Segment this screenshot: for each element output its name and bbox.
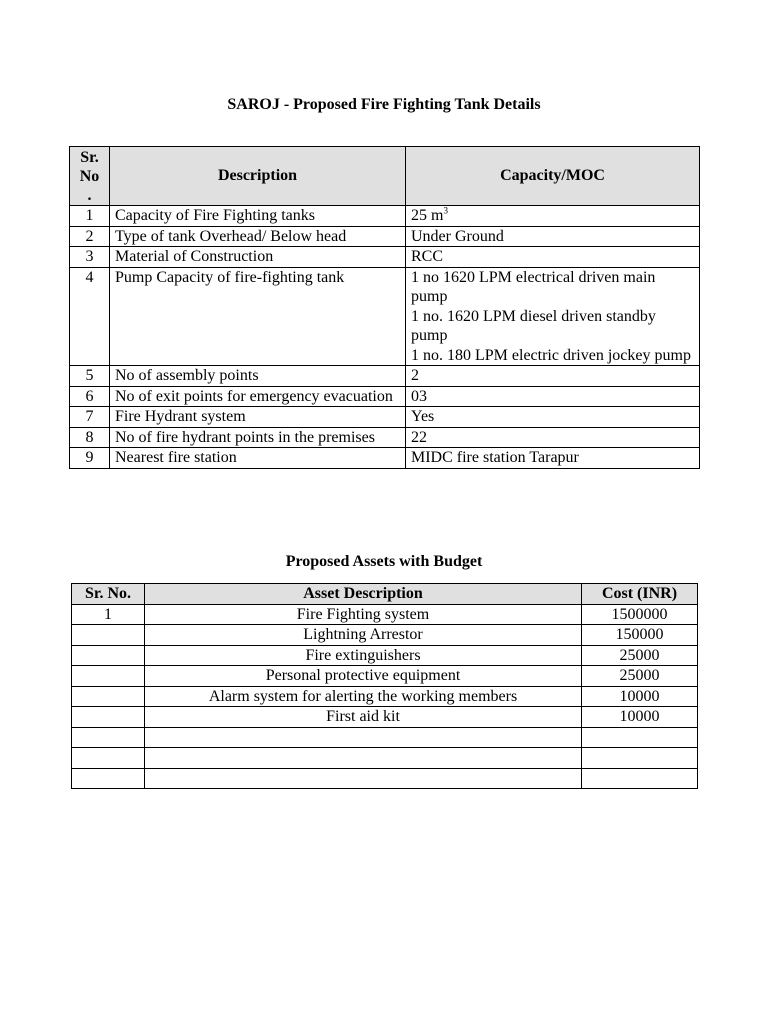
fire-tank-details-table	[69, 146, 700, 469]
table-row	[70, 226, 700, 247]
row-number	[72, 727, 145, 748]
assets-budget-table	[71, 583, 698, 789]
asset-description-header: Asset Description	[145, 584, 582, 605]
row-description: Type of tank Overhead/ Below head	[110, 226, 406, 247]
row-description: Nearest fire station	[110, 448, 406, 469]
table-row	[70, 386, 700, 407]
row-description: Material of Construction	[110, 247, 406, 268]
row-capacity: RCC	[406, 247, 700, 268]
row-cost: 150000	[582, 625, 698, 646]
row-asset: Fire Fighting system	[145, 604, 582, 625]
cost-header: Cost (INR)	[582, 584, 698, 605]
row-number: 8	[70, 427, 110, 448]
sr-no-header-line1: Sr.	[80, 148, 99, 166]
row-description: No of fire hydrant points in the premises	[110, 427, 406, 448]
row-cost: 25000	[582, 645, 698, 666]
row-cost	[582, 748, 698, 769]
table-row	[72, 686, 698, 707]
table-row	[70, 427, 700, 448]
capacity-unit-superscript: 3	[443, 205, 448, 216]
row-number: 9	[70, 448, 110, 469]
row-description: No of exit points for emergency evacuation	[110, 386, 406, 407]
capacity-value: 25 m	[411, 207, 444, 224]
table-header-row	[70, 147, 700, 206]
table-row	[70, 407, 700, 428]
table-row	[72, 604, 698, 625]
capacity-header: Capacity/MOC	[406, 147, 700, 206]
row-description: Fire Hydrant system	[110, 407, 406, 428]
row-capacity: 2	[406, 366, 700, 387]
description-header: Description	[110, 147, 406, 206]
sr-no-header-line2: No	[79, 167, 100, 185]
row-cost	[582, 727, 698, 748]
row-number: 1	[70, 206, 110, 227]
row-number: 6	[70, 386, 110, 407]
sr-no-header	[70, 147, 110, 206]
row-capacity: 03	[406, 386, 700, 407]
row-number: 7	[70, 407, 110, 428]
row-number	[72, 768, 145, 789]
row-cost	[582, 768, 698, 789]
sr-no-header-line3: .	[87, 186, 92, 204]
table-row	[72, 645, 698, 666]
page-title: SAROJ - Proposed Fire Fighting Tank Details	[227, 96, 541, 113]
row-capacity	[406, 206, 700, 227]
table-row	[72, 748, 698, 769]
row-asset: Personal protective equipment	[145, 666, 582, 687]
row-description: Capacity of Fire Fighting tanks	[110, 206, 406, 227]
table-row	[72, 625, 698, 646]
row-cost: 25000	[582, 666, 698, 687]
row-number: 3	[70, 247, 110, 268]
table-row	[72, 666, 698, 687]
row-number	[72, 645, 145, 666]
sr-no-header: Sr. No.	[72, 584, 145, 605]
row-cost: 10000	[582, 686, 698, 707]
table-row	[70, 247, 700, 268]
pump-line: 1 no 1620 LPM electrical driven main pump	[411, 268, 656, 305]
row-asset	[145, 727, 582, 748]
row-asset: Alarm system for alerting the working members	[145, 686, 582, 707]
pump-line: 1 no. 180 LPM electric driven jockey pump	[411, 346, 691, 364]
table-row	[70, 366, 700, 387]
row-asset: Fire extinguishers	[145, 645, 582, 666]
row-number: 5	[70, 366, 110, 387]
row-description: Pump Capacity of fire-fighting tank	[110, 267, 406, 366]
row-asset: Lightning Arrestor	[145, 625, 582, 646]
row-capacity: 22	[406, 427, 700, 448]
row-number: 4	[70, 267, 110, 366]
table-row	[72, 727, 698, 748]
row-asset: First aid kit	[145, 707, 582, 728]
row-cost: 1500000	[582, 604, 698, 625]
row-asset	[145, 768, 582, 789]
row-number	[72, 707, 145, 728]
table-row	[72, 707, 698, 728]
table-row	[70, 206, 700, 227]
table-row	[70, 267, 700, 366]
row-number	[72, 686, 145, 707]
row-cost: 10000	[582, 707, 698, 728]
table-header-row	[72, 584, 698, 605]
row-number	[72, 666, 145, 687]
pump-line: 1 no. 1620 LPM diesel driven standby pump	[411, 307, 656, 344]
row-capacity: Under Ground	[406, 226, 700, 247]
row-number	[72, 625, 145, 646]
row-capacity: Yes	[406, 407, 700, 428]
row-number: 1	[72, 604, 145, 625]
row-capacity	[406, 267, 700, 366]
table-row	[70, 448, 700, 469]
row-number	[72, 748, 145, 769]
row-asset	[145, 748, 582, 769]
row-description: No of assembly points	[110, 366, 406, 387]
section-title: Proposed Assets with Budget	[285, 553, 483, 570]
row-number: 2	[70, 226, 110, 247]
row-capacity: MIDC fire station Tarapur	[406, 448, 700, 469]
table-row	[72, 768, 698, 789]
